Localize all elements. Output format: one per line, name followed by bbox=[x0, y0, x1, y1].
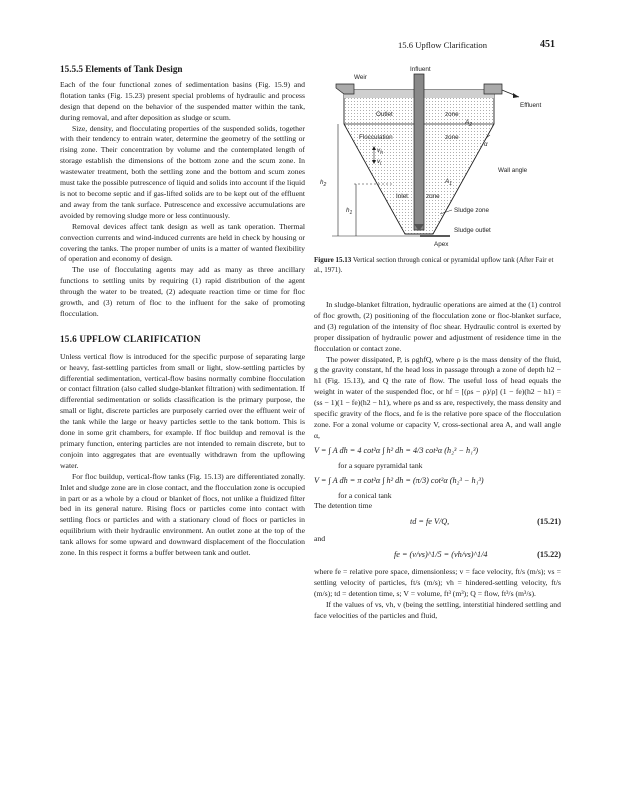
sludge-zone-label: Sludge zone bbox=[454, 207, 490, 214]
effluent-arrowhead bbox=[513, 93, 519, 98]
equation-note: for a square pyramidal tank bbox=[338, 460, 423, 470]
a1-label: $A_1$ bbox=[445, 178, 452, 187]
vh-label: $v_h$ bbox=[377, 147, 383, 156]
paragraph: The power dissipated, P, is ρghfQ, where ρ is the mass density of the fluid, g the gravity constant, hf the head loss in passage through a zone of depth h2 − h1 (Fig. 15.13), and Q the rate of flow. The useful loss of head equals the weight in water of the suspended floc, or hf = [(ρs − ρ)/ρ] (1 − fe)(h2 − h1) = (ss − 1)(1 − fe)(h2 − h1), where ρs and ss are, respectively, the mass density and specific gravity of the flocs, and fe is the relative pore space of the flocculation zone. For a zonal volume or capacity V, cross-sectional area A, and wall angle α, bbox=[314, 354, 561, 440]
caption-label: Figure 15.13 bbox=[314, 256, 352, 264]
figure-caption bbox=[314, 256, 561, 275]
paragraph: The detention time bbox=[314, 501, 373, 511]
equation-15-22 bbox=[314, 548, 561, 564]
right-column bbox=[314, 300, 561, 622]
effluent-label: Effluent bbox=[520, 102, 542, 109]
equation-conical-volume: V = ∫ A dh = π cot²α ∫ h² dh = (π/3) cot²α (h₂³ − h₁³) bbox=[314, 475, 484, 485]
equation-15-21 bbox=[314, 515, 561, 531]
paragraph: The use of flocculating agents may add as many as three ancillary functions to settling units by requiring (1) rapid distribution of the agent through the water to be treated, (2) adequate reaction time or time for floc growth, and (3) return of floc to the influent for the sake of promoting flocculation. bbox=[60, 265, 305, 318]
flocculation-zone-label: zone bbox=[445, 134, 459, 141]
caption-text: Vertical section through conical or pyramidal upflow tank (After Fair et al., 1971). bbox=[314, 256, 554, 274]
sludge-outlet-label: Sludge outlet bbox=[454, 227, 491, 234]
h1-label: $h_1$ bbox=[346, 207, 353, 216]
weir-left bbox=[336, 84, 354, 94]
paragraph: In sludge-blanket filtration, hydraulic operations are aimed at the (1) control of floc growth, (2) positioning of the flocculation zone or floc-blanket surface, and (3) regulation of the intensity of floc shear. Hydraulic control is exerted by proper dissipation of hydraulic power and adjustment of residence time in the flocculation or contact zone. bbox=[314, 300, 561, 353]
equation-pyramidal-volume: V = ∫ A dh = 4 cot²α ∫ h² dh = 4/3 cot²α (h₂³ − h₁³) bbox=[314, 445, 479, 455]
paragraph: Size, density, and flocculating properties of the suspended solids, together with their tendency to entrain water, determine the geometry of the settling or rising zone. Their concentration by volume and the contemplated length of storage establish the dimensions of the bottom zone and the scum zone. In wastewater treatment, both the settling zone and the bottom and scum zones must take the possible putrescence of liquid and solids into account if the liquid is not to become septic and if gas-lifted solids are to be kept out of the effluent and away from the tank surface. Putrescence and excessive accumulations are avoided by removing sludge more or less continuously. bbox=[60, 123, 305, 220]
h2-label: $h_2$ bbox=[320, 179, 327, 188]
equation-text: td = fe V/Q, bbox=[410, 517, 450, 527]
paragraph: If the values of vs, vh, v (being the settling, interstitial hindered settling and face velocities of the particles and fluid, bbox=[314, 599, 561, 620]
influent-label: Influent bbox=[410, 66, 431, 73]
page-number: 451 bbox=[540, 39, 555, 50]
left-column bbox=[60, 64, 305, 559]
running-header bbox=[0, 40, 619, 54]
figure-15-13 bbox=[314, 64, 561, 264]
outlet-label: Outlet bbox=[376, 111, 393, 118]
section-heading: 15.6 UPFLOW CLARIFICATION bbox=[60, 333, 201, 344]
outlet-zone-label: zone bbox=[445, 111, 459, 118]
equation-number: (15.21) bbox=[537, 517, 561, 527]
inlet-zone-label: zone bbox=[426, 193, 440, 200]
header-section-title: 15.6 Upflow Clarification bbox=[398, 40, 488, 50]
vi-label: $v_i$ bbox=[377, 158, 382, 167]
inlet-label: Inlet bbox=[396, 193, 408, 200]
flocculation-label: Flocculation bbox=[359, 134, 393, 141]
paragraph: Unless vertical flow is introduced for the specific purpose of separating large or heavy, fast-settling particles from small or light, slow-settling particles by differential sedimentation, vertical-flow basins normally combine flocculation or contact filtration (also called sludge-blanket filtration) with sedimentation. If differential sedimentation or solids classification is the primary purpose, the small or light, discrete particles are purposely carried over the effluent weir of the tank while the large or heavy particles settle to the tank bottom. This is done in some grit chambers, for example. If floc buildup and removal is the primary function, entering particles are not intended to remain discrete, but to conjoin into aggregates that are eventually withdrawn from the upflowing water. bbox=[60, 351, 305, 470]
weir-right bbox=[484, 84, 502, 94]
paragraph: where fe = relative pore space, dimensionless; v = face velocity, ft/s (m/s); vs = settling velocity of particles, ft/s (m/s); vh = hindered-settling velocity, ft/s (m/s); td = detention time, s; V = volume, ft³ (m³); Q = flow, ft³/s (m³/s). bbox=[314, 567, 561, 599]
equation-note: for a conical tank bbox=[338, 490, 392, 500]
alpha-label: α bbox=[484, 141, 488, 148]
equation-number: (15.22) bbox=[537, 550, 561, 560]
subsection-heading: 15.5.5 Elements of Tank Design bbox=[60, 64, 183, 74]
paragraph: Each of the four functional zones of sedimentation basins (Fig. 15.9) and flotation tanks (Fig. 15.23) present special problems of hydraulic and process design that depend on the behavior of the suspended matter within the tank, during removal, and after deposition as sludge or scum. bbox=[60, 79, 305, 122]
apex-label: Apex bbox=[434, 241, 449, 248]
influent-pipe bbox=[414, 74, 424, 230]
equation-text: fe = (v/vs)^1/5 = (vh/vs)^1/4 bbox=[394, 550, 488, 560]
paragraph: For floc buildup, vertical-flow tanks (Fig. 15.13) are differentiated zonally. Inlet and sludge zone are in close contact, and the flocculation zone is occupied in part or as a whole by a cloud or blanket of flocs, not unlike a fluidized filter bed in its general nature. Rising flocs or particles come into contact with settling flocs or particles and with a stationary cloud of flocs or particles in equilibrium with their hydraulic environment. An outlet zone at the top of the tank allows for some upward and downward displacement of the flocculation zone. In this respect it forms a buffer between tank and outlet. bbox=[60, 471, 305, 558]
a2-label: $A_2$ bbox=[465, 119, 472, 128]
weir-label: Weir bbox=[354, 74, 367, 81]
paragraph: and bbox=[314, 534, 326, 544]
tank-diagram bbox=[314, 64, 561, 264]
paragraph: Removal devices affect tank design as well as tank operation. Thermal convection currents and wind-induced currents are held in check by housing or covering the tanks. The proper number of units is a matter of wanted flexibility of operation and economy of design. bbox=[60, 221, 305, 264]
wall-angle-label: Wall angle bbox=[498, 167, 528, 174]
